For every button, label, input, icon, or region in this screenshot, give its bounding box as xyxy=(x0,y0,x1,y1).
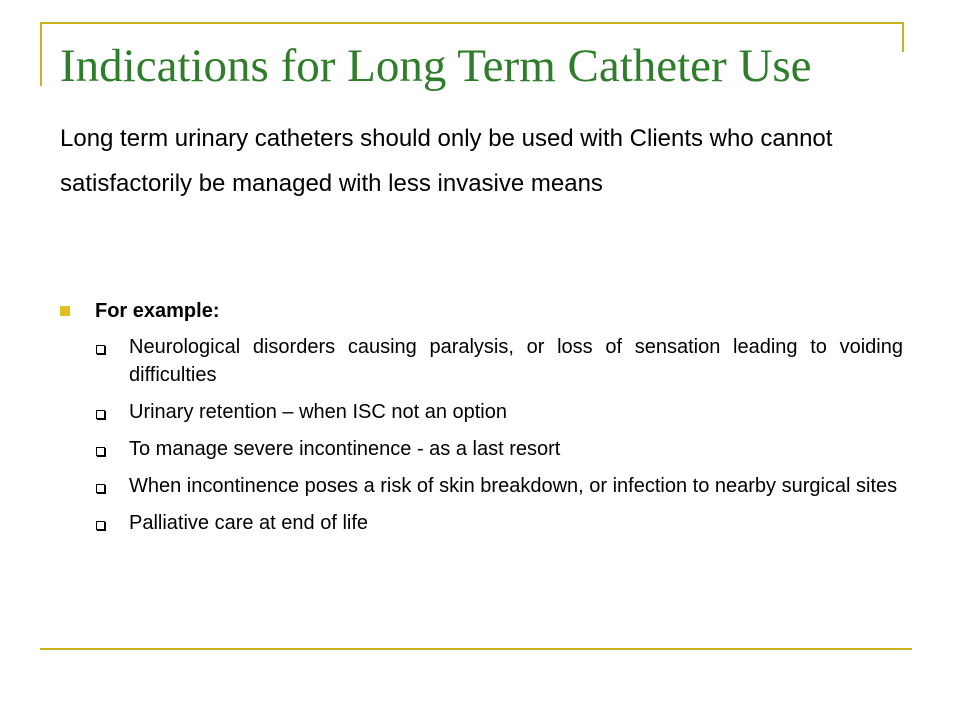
list-item xyxy=(95,435,903,463)
square-bullet-icon xyxy=(60,306,70,316)
hollow-square-bullet-icon xyxy=(96,410,105,419)
list-item xyxy=(95,398,903,426)
list-item-text: To manage severe incontinence - as a last resort xyxy=(129,438,561,460)
hollow-square-bullet-icon xyxy=(96,345,105,354)
list-item-text: Palliative care at end of life xyxy=(129,512,369,534)
hollow-square-bullet-icon xyxy=(96,484,105,493)
frame-bottom-line xyxy=(40,648,912,650)
examples-list xyxy=(95,333,903,546)
frame-right-line xyxy=(902,22,904,52)
hollow-square-bullet-icon xyxy=(96,521,105,530)
frame-top-line xyxy=(40,22,904,24)
list-item-text: When incontinence poses a risk of skin breakdown, or infection to nearby surgical sites xyxy=(129,475,898,497)
frame-left-line xyxy=(40,22,42,86)
intro-paragraph: Long term urinary catheters should only be used with Clients who cannot satisfactorily be managed with less invasive means xyxy=(60,125,833,197)
list-item-text: Urinary retention – when ISC not an option xyxy=(129,401,507,423)
list-item-text: Neurological disorders causing paralysis, or loss of sensation leading to voiding difficulties xyxy=(129,336,903,386)
list-item xyxy=(95,333,903,389)
slide-title: Indications for Long Term Catheter Use xyxy=(60,40,812,92)
hollow-square-bullet-icon xyxy=(96,447,105,456)
example-heading: For example: xyxy=(95,300,220,322)
list-item xyxy=(95,509,903,537)
list-item xyxy=(95,472,903,500)
